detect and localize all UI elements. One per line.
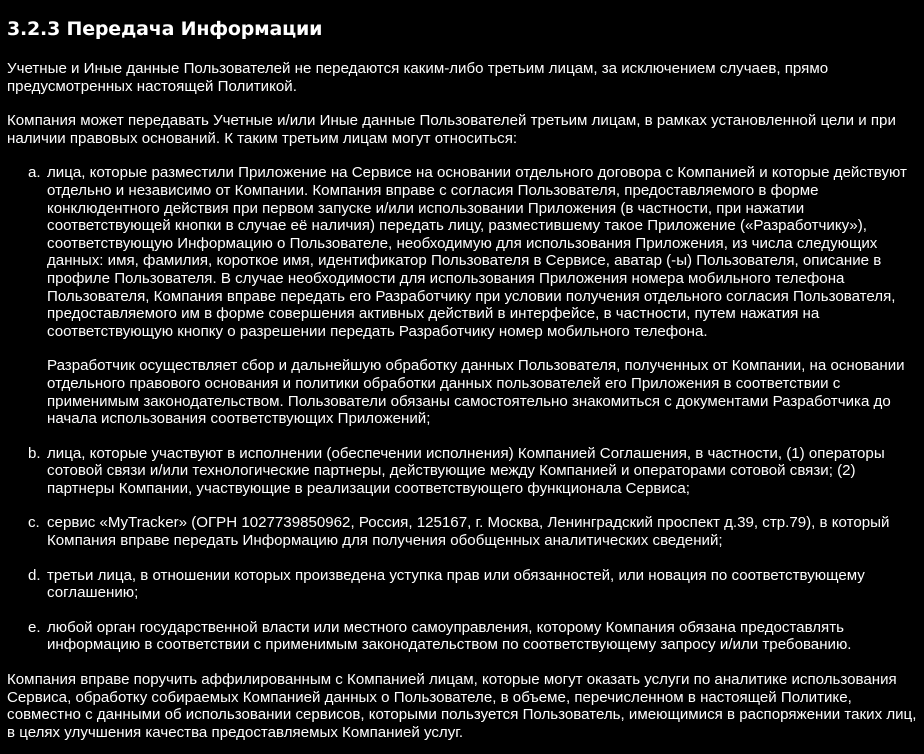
list-item <box>7 445 919 498</box>
list-item-text: лица, которые участвуют в исполнении (обеспечении исполнения) Компанией Соглашения, в частности, (1) операторы сотовой связи и/или технологические партнеры, действующие между Компанией и операторами сотовой связи; (2) партнеры Компании, участвующие в реализации соответствующего функционала Сервиса; <box>47 444 885 497</box>
document-page <box>7 15 919 741</box>
list-item-text-continued: Разработчик осуществляет сбор и дальнейшую обработку данных Пользователя, полученных от Компании, на основании отдельного правового основания и политики обработки данных пользователей его Приложения в соответствии с применимым законодательством. Пользователи обязаны самостоятельно знакомиться с документами Разработчика до начала использования соответствующих Приложений; <box>47 357 905 428</box>
list-item-text: любой орган государственной власти или местного самоуправления, которому Компания обязана предоставлять информацию в соответствии с применимым законодательством по соответствующему запросу и/или требованию. <box>47 618 852 654</box>
third-party-list <box>7 164 919 654</box>
list-item-text: лица, которые разместили Приложение на Сервисе на основании отдельного договора с Компанией и которые действуют отдельно и независимо от Компании. Компания вправе с согласия Пользователя, предоставляемого в форме конклюдентного действия при первом запуске и/или использовании Приложения (в частности, при нажатии соответствующей кнопки в случае её наличия) передать лицу, разместившему такое Приложение («Разработчику»), соответствующую Информацию о Пользователе, необходимую для использования Приложения, из числа следующих данных: имя, фамилия, короткое имя, идентификатор Пользователя в Сервисе, аватар (-ы) Пользователя, описание в профиле Пользователя. В случае необходимости для использования Приложения номера мобильного телефона Пользователя, Компания вправе передать его Разработчику при условии получения отдельного согласия Пользователя, предоставляемого им в форме совершения активных действий в интерфейсе, в частности, путем нажатия на соответствующую кнопку о разрешении передать Разработчику номер мобильного телефона. <box>47 164 907 340</box>
list-item <box>7 164 919 427</box>
list-item <box>7 567 919 602</box>
list-marker: b. <box>28 444 41 462</box>
list-marker: d. <box>28 566 41 584</box>
list-item <box>7 619 919 654</box>
list-marker: c. <box>28 514 40 532</box>
intro-paragraph-2: Компания может передавать Учетные и/или Иные данные Пользователей третьим лицам, в рамках установленной цели и при наличии правовых оснований. К таким третьим лицам могут относиться: <box>7 112 896 147</box>
list-item <box>7 514 919 549</box>
list-marker: e. <box>28 618 41 636</box>
section-heading: 3.2.3 Передача Информации <box>7 18 323 40</box>
list-item-text: третьи лица, в отношении которых произведена уступка прав или обязанностей, или новация по соответствующему соглашению; <box>47 566 865 602</box>
list-marker: a. <box>28 164 41 182</box>
intro-paragraph-1: Учетные и Иные данные Пользователей не передаются каким-либо третьим лицам, за исключением случаев, прямо предусмотренных настоящей Политикой. <box>7 60 829 95</box>
final-paragraph: Компания вправе поручить аффилированным с Компанией лицам, которые могут оказать услуги по аналитике использования Сервиса, обработку собираемых Компанией данных о Пользователе, в объеме, перечисленном в настоящей Политике, совместно с данными об использовании сервисов, которыми пользуется Пользователь, имеющимися в распоряжении таких лиц, в целях улучшения качества предоставляемых Компанией услуг. <box>7 671 917 741</box>
list-item-text: сервис «MyTracker» (ОГРН 1027739850962, Россия, 125167, г. Москва, Ленинградский проспект д.39, стр.79), в который Компания вправе передать Информацию для получения обобщенных аналитических сведений; <box>47 514 890 550</box>
